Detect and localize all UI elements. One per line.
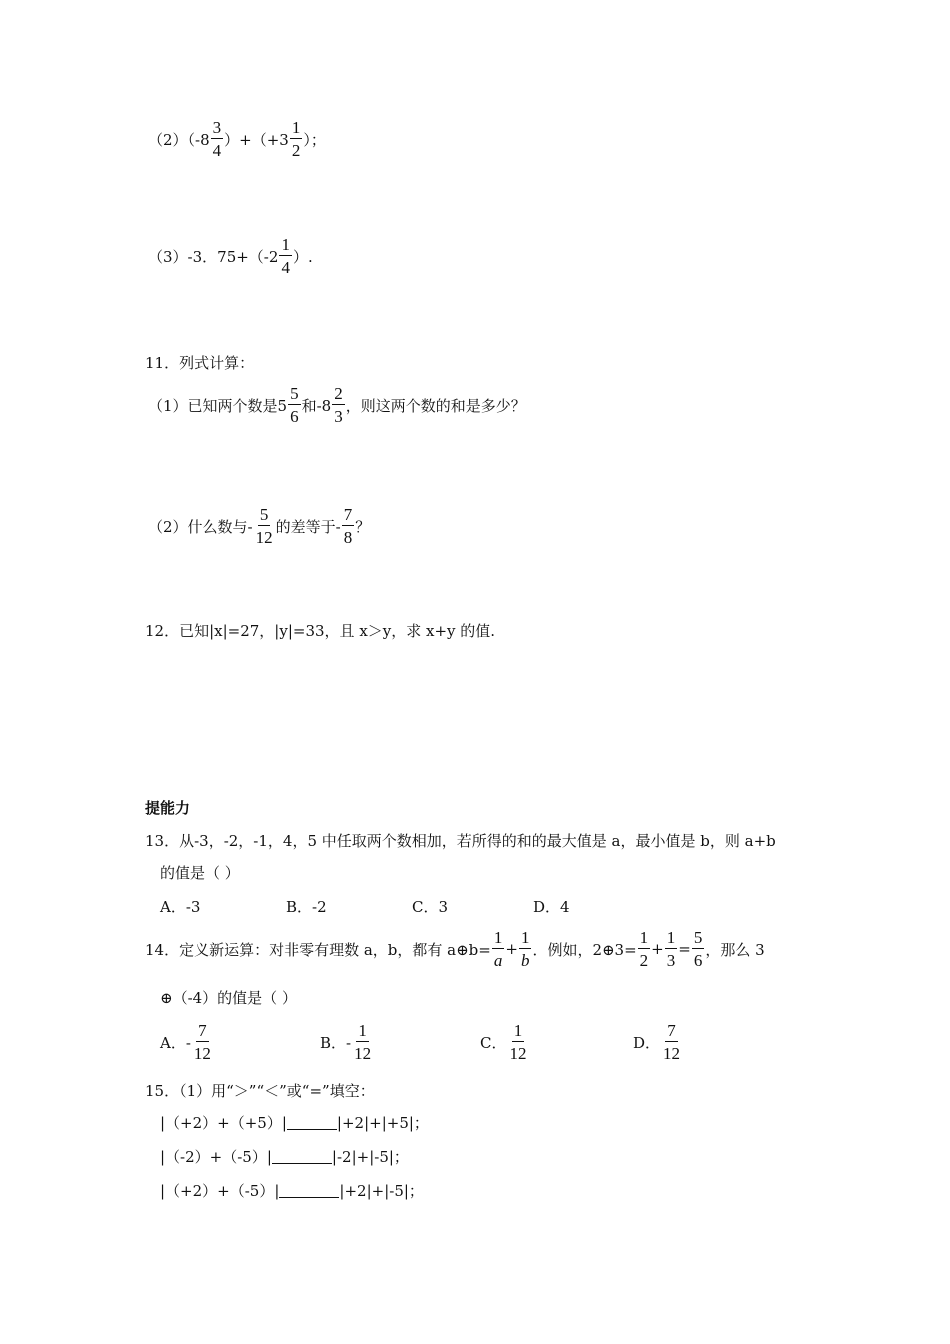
q11-title: 11．列式计算： [145, 354, 255, 372]
q13-option-d: D．4 [533, 898, 570, 916]
fraction: $\frac{3}{4}$ [212, 118, 222, 160]
q10-p2-mid: ）+（+3 [224, 130, 289, 149]
q11-p2-suffix: ？ [355, 517, 371, 536]
fraction: $\frac{1}{2}$ [639, 928, 649, 970]
q10-p3-prefix: （3）-3．75+（-2 [148, 247, 279, 266]
q11-p1-suffix: ，则这两个数的和是多少？ [345, 396, 526, 415]
q14-line1: 14．定义新运算：对非零有理数 a，b，都有 a⊕b= $\frac{1}{a}$ + $\frac{1}{b}$ ．例如，2⊕3= $\frac{1}{2}$ + $\frac{1}{3}$ = $\frac{5}{6}$ ，那么 3 [145, 928, 765, 970]
fraction: $\frac{1}{3}$ [666, 928, 676, 970]
q14-option-b: B．- $\frac{1}{12}$ [320, 1021, 372, 1063]
fraction: $\frac{5}{6}$ [290, 384, 299, 426]
fraction: $\frac{1}{12}$ [354, 1021, 372, 1063]
fraction: $\frac{1}{2}$ [291, 118, 301, 160]
fraction: $\frac{7}{12}$ [663, 1021, 681, 1063]
q14-option-d: D． $\frac{7}{12}$ [633, 1021, 681, 1063]
q11-part1 [148, 385, 526, 425]
q15-row: |（-2）+（-5）| |-2|+|-5|； [160, 1148, 409, 1166]
fraction: $\frac{2}{3}$ [334, 384, 343, 426]
q14-mid: ．例如，2⊕3= [532, 940, 637, 959]
q13-line2: 的值是（ ） [160, 864, 240, 882]
q11-part2 [148, 506, 370, 546]
q10-part2 [148, 119, 326, 159]
q10-p2-suffix: ）； [303, 130, 326, 149]
q14-prefix: 14．定义新运算：对非零有理数 a，b，都有 a⊕b= [145, 940, 491, 959]
q11-p2-prefix: （2）什么数与- [148, 517, 253, 536]
q13-option-b: B．-2 [286, 898, 327, 916]
q13-option-c: C．3 [412, 898, 449, 916]
answer-blank[interactable] [287, 1115, 337, 1130]
q14-suffix: ，那么 3 [705, 940, 765, 959]
q14-option-c: C． $\frac{1}{12}$ [480, 1021, 527, 1063]
q15-row: |（+2）+（+5）| |+2|+|+5|； [160, 1114, 429, 1132]
q10-p3-suffix: ）. [292, 247, 313, 266]
fraction: $\frac{5}{6}$ [693, 928, 703, 970]
q13-line1: 13．从-3，-2，-1，4，5 中任取两个数相加，若所得的和的最大值是 a，最小值是 b，则 a+b [145, 832, 776, 850]
fraction: $\frac{5}{12}$ [255, 505, 273, 547]
q11-p2-mid: 的差等于- [275, 517, 341, 536]
q14-line2: ⊕（-4）的值是（ ） [160, 989, 297, 1007]
answer-blank[interactable] [272, 1149, 332, 1164]
answer-blank[interactable] [279, 1183, 339, 1198]
q14-option-a: A．- $\frac{7}{12}$ [160, 1021, 211, 1063]
fraction: $\frac{1}{4}$ [281, 235, 290, 277]
q15-title: 15．（1）用“＞”“＜”或“=”填空： [145, 1082, 375, 1100]
q13-option-a: A．-3 [160, 898, 201, 916]
q10-part3 [148, 236, 313, 276]
fraction: $\frac{1}{a}$ [493, 928, 503, 970]
q10-p2-prefix: （2）（-8 [148, 130, 210, 149]
q11-p1-mid: 和-8 [301, 396, 332, 415]
fraction: $\frac{7}{8}$ [343, 505, 353, 547]
fraction: $\frac{1}{12}$ [509, 1021, 527, 1063]
fraction: $\frac{1}{b}$ [520, 928, 530, 970]
q15-row: |（+2）+（-5）| |+2|+|-5|； [160, 1182, 424, 1200]
q12: 12．已知|x|=27，|y|=33，且 x＞y，求 x+y 的值. [145, 622, 496, 640]
fraction: $\frac{7}{12}$ [193, 1021, 211, 1063]
section-title: 提能力 [145, 799, 191, 817]
q11-p1-prefix: （1）已知两个数是5 [148, 396, 288, 415]
